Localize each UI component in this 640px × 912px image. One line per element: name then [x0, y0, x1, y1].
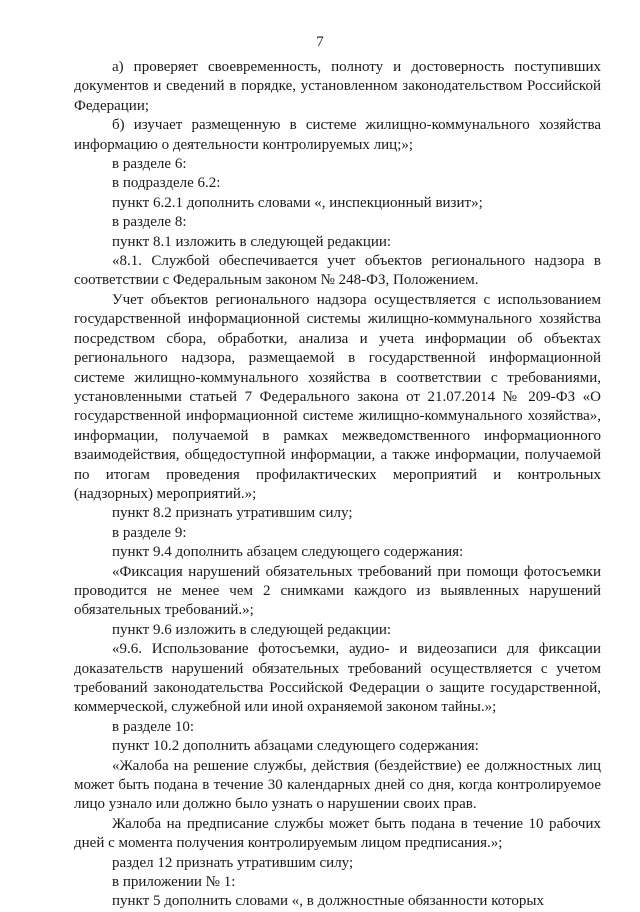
paragraph: а) проверяет своевременность, полноту и достоверность поступивших документов и сведений в порядке, установленном законодательством Российской Федерации; — [74, 59, 601, 114]
document-body — [74, 58, 601, 912]
paragraph: «8.1. Службой обеспечивается учет объектов регионального надзора в соответствии с Федеральным законом № 248-ФЗ, Положением. — [74, 253, 601, 289]
paragraph: раздел 12 признать утратившим силу; — [112, 854, 354, 871]
paragraph: пункт 8.2 признать утратившим силу; — [112, 505, 353, 522]
paragraph: «Фиксация нарушений обязательных требований при помощи фотосъемки проводится не менее чем 2 снимками каждого из выявленных нарушений обязательных требований.»; — [74, 563, 601, 619]
paragraph: «Жалоба на решение службы, действия (бездействие) ее должностных лиц может быть подана в течение 30 календарных дней со дня, когда контролируемое лицо узнало или должно было узнать о нарушении своих прав. — [74, 757, 601, 813]
paragraph: «9.6. Использование фотосъемки, аудио- и видеозаписи для фиксации доказательств нарушений обязательных требований осуществляется с учетом требований законодательства Российской Федерации о защите государственной, коммерческой, служебной или иной охраняемой законом тайны.»; — [74, 641, 601, 716]
paragraph: в подразделе 6.2: — [112, 175, 221, 192]
paragraph: Жалоба на предписание службы может быть подана в течение 10 рабочих дней с момента получения контролируемым лицом предписания.»; — [74, 815, 601, 852]
paragraph: пункт 9.6 изложить в следующей редакции: — [112, 621, 392, 638]
paragraph: пункт 5 дополнить словами «, в должностные обязанности которых — [112, 893, 544, 910]
paragraph: в разделе 9: — [112, 524, 187, 541]
paragraph: в разделе 6: — [112, 156, 187, 173]
paragraph: пункт 10.2 дополнить абзацами следующего содержания: — [112, 738, 479, 755]
paragraph: б) изучает размещенную в системе жилищно-коммунального хозяйства информацию о деятельности контролируемых лиц;»; — [74, 117, 601, 153]
paragraph: в разделе 8: — [112, 214, 187, 231]
paragraph: пункт 8.1 изложить в следующей редакции: — [112, 233, 392, 250]
paragraph: пункт 6.2.1 дополнить словами «, инспекционный визит»; — [112, 194, 483, 211]
paragraph: Учет объектов регионального надзора осуществляется с использованием государственной информационной системы жилищно-коммунального хозяйства посредством сбора, обработки, анализа и учета информации об объектах регионального надзора, размещаемой в государственной информационной системе жилищно-коммунального хозяйства в соответствии с требованиями, установленными статьей 7 Федерального закона от 21.07.2014 № 209-ФЗ «О государственной информационной системе жилищно-коммунального хозяйства», информации, получаемой в рамках межведомственного информационного взаимодействия, общедоступной информации, а также информации, получаемой по итогам проведения профилактических мероприятий и контрольных (надзорных) мероприятий.»; — [74, 291, 601, 502]
paragraph: в разделе 10: — [112, 718, 194, 735]
paragraph: в приложении № 1: — [112, 874, 236, 891]
paragraph: пункт 9.4 дополнить абзацем следующего содержания: — [112, 544, 464, 561]
page-number: 7 — [316, 34, 324, 50]
